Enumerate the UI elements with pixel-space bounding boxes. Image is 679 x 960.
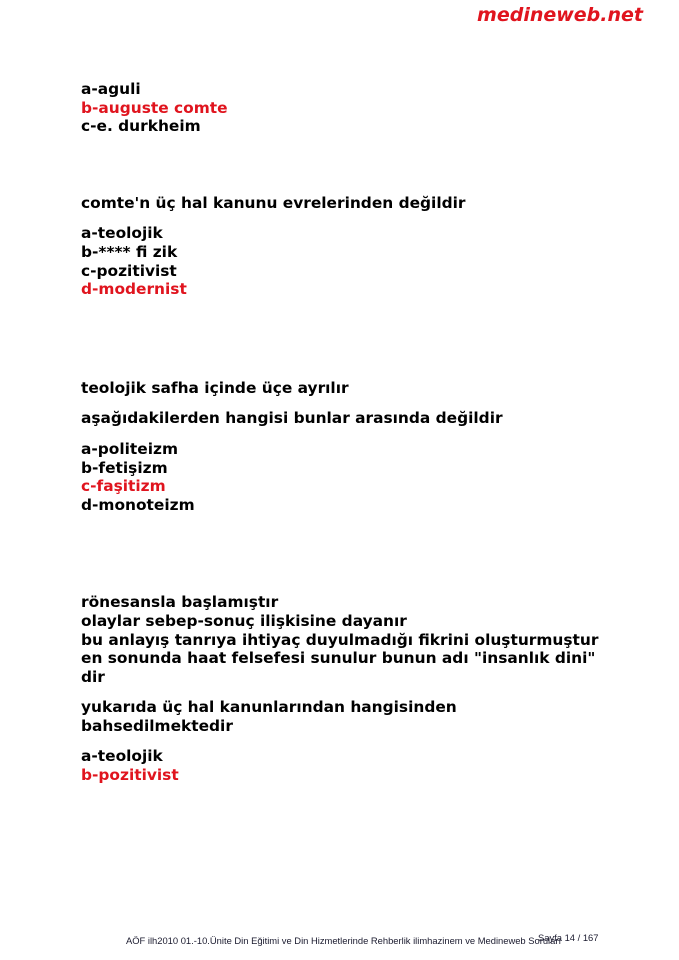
option-c: c-pozitivist: [81, 261, 177, 280]
option-c: c-e. durkheim: [81, 117, 201, 136]
option-b: b-fetişizm: [81, 458, 168, 477]
previous-question-options: [81, 80, 641, 136]
question-3-prompt-line-1: yukarıda üç hal kanunlarından hangisinden: [81, 698, 457, 717]
page-footer: [126, 932, 599, 946]
option-d-correct: d-modernist: [81, 280, 187, 299]
question-3: [81, 593, 641, 784]
question-2-prompt-line-1: teolojik safha içinde üçe ayrılır: [81, 378, 349, 397]
question-1-prompt: comte'n üç hal kanunu evrelerinden değildir: [81, 193, 466, 212]
option-d: d-monoteizm: [81, 495, 195, 514]
watermark-logo: medineweb.net: [477, 4, 643, 26]
option-a: a-aguli: [81, 80, 141, 98]
statement-4: en sonunda haat felsefesi sunulur bunun adı "insanlık dini": [81, 649, 596, 668]
option-c-correct: c-faşitizm: [81, 477, 166, 496]
question-2: [81, 379, 641, 515]
option-a: a-teolojik: [81, 224, 163, 243]
question-content: [81, 80, 641, 785]
question-2-prompt-line-2: aşağıdakilerden hangisi bunlar arasında değildir: [81, 409, 503, 428]
statement-2: olaylar sebep-sonuç ilişkisine dayanır: [81, 611, 407, 630]
option-a: a-politeizm: [81, 439, 178, 458]
option-a: a-teolojik: [81, 747, 163, 766]
question-3-prompt-line-2: bahsedilmektedir: [81, 716, 233, 735]
statement-3: bu anlayış tanrıya ihtiyaç duyulmadığı fikrini oluşturmuştur: [81, 630, 599, 649]
statement-5: dir: [81, 667, 105, 686]
option-b-correct: b-pozitivist: [81, 766, 179, 785]
statement-1: rönesansla başlamıştır: [81, 593, 279, 612]
option-b: b-**** fi zik: [81, 242, 178, 261]
footer-title: AÖF ilh2010 01.-10.Ünite Din Eğitimi ve Din Hizmetlerinde Rehberlik ilimhazinem ve Medineweb Soruları: [126, 935, 562, 946]
page-number: Sayfa 14 / 167: [538, 932, 599, 943]
question-1: [81, 194, 641, 299]
option-b-correct: b-auguste comte: [81, 98, 228, 117]
